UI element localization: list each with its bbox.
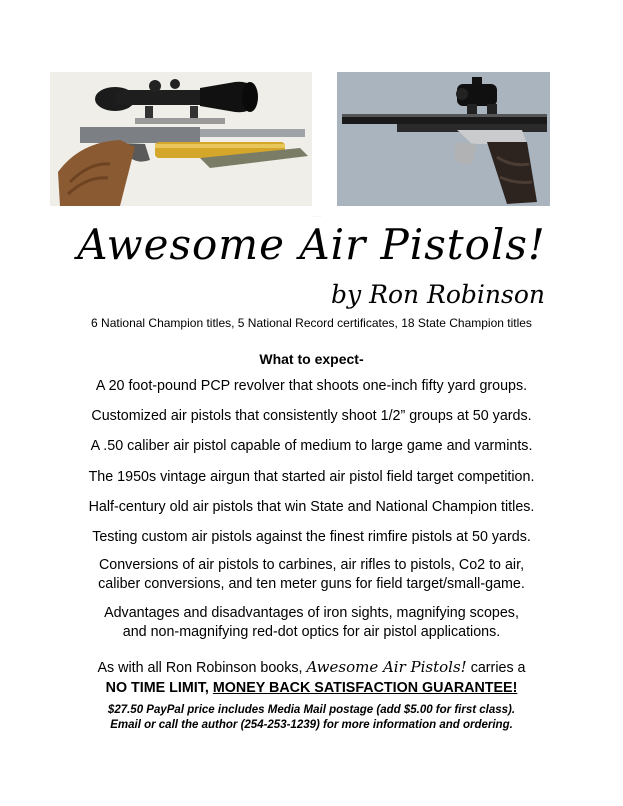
author-byline: by Ron Robinson — [331, 280, 545, 309]
guarantee-line-1 — [0, 657, 623, 678]
author-credentials: 6 National Champion titles, 5 National Record certificates, 18 State Champion titles — [91, 316, 532, 330]
red-dot-pistol-illustration — [337, 72, 550, 206]
guarantee-book-title: Awesome Air Pistols! — [306, 658, 467, 676]
price-info — [0, 703, 623, 733]
guarantee-suffix: carries a — [466, 660, 526, 676]
tiny-mark: · · · · · — [313, 214, 322, 218]
feature-line: caliber conversions, and ten meter guns for field target/small-game. — [98, 576, 525, 592]
no-time-limit: NO TIME LIMIT, — [105, 680, 209, 696]
photo-red-dot-air-pistol — [337, 72, 550, 206]
price-line: $27.50 PayPal price includes Media Mail postage (add $5.00 for first class). — [107, 704, 516, 716]
feature-line: Customized air pistols that consistently shoot 1/2” groups at 50 yards. — [91, 408, 532, 424]
feature-line: Half-century old air pistols that win State and National Champion titles. — [88, 499, 535, 515]
contact-line: Email or call the author (254-253-1239) for more information and ordering. — [110, 719, 513, 731]
guarantee-prefix: As with all Ron Robinson books, — [97, 660, 307, 676]
book-title: Awesome Air Pistols! — [77, 220, 546, 269]
guarantee-line-2 — [0, 678, 623, 698]
feature-line: A .50 caliber air pistol capable of medium to large game and varmints. — [90, 438, 533, 454]
scoped-pistol-illustration — [50, 72, 312, 206]
feature-line: Conversions of air pistols to carbines, air rifles to pistols, Co2 to air, — [98, 557, 525, 573]
feature-line: The 1950s vintage airgun that started air pistol field target competition. — [88, 469, 535, 485]
feature-line: Advantages and disadvantages of iron sights, magnifying scopes, — [104, 605, 519, 621]
feature-line: and non-magnifying red-dot optics for air pistol applications. — [122, 624, 501, 640]
section-heading: What to expect- — [259, 351, 364, 367]
feature-line: Testing custom air pistols against the finest rimfire pistols at 50 yards. — [92, 529, 531, 545]
guarantee-statement — [0, 657, 623, 698]
photo-scoped-air-pistol — [50, 72, 312, 206]
money-back-guarantee: MONEY BACK SATISFACTION GUARANTEE! — [212, 680, 518, 696]
feature-line: A 20 foot-pound PCP revolver that shoots one-inch fifty yard groups. — [95, 378, 528, 394]
